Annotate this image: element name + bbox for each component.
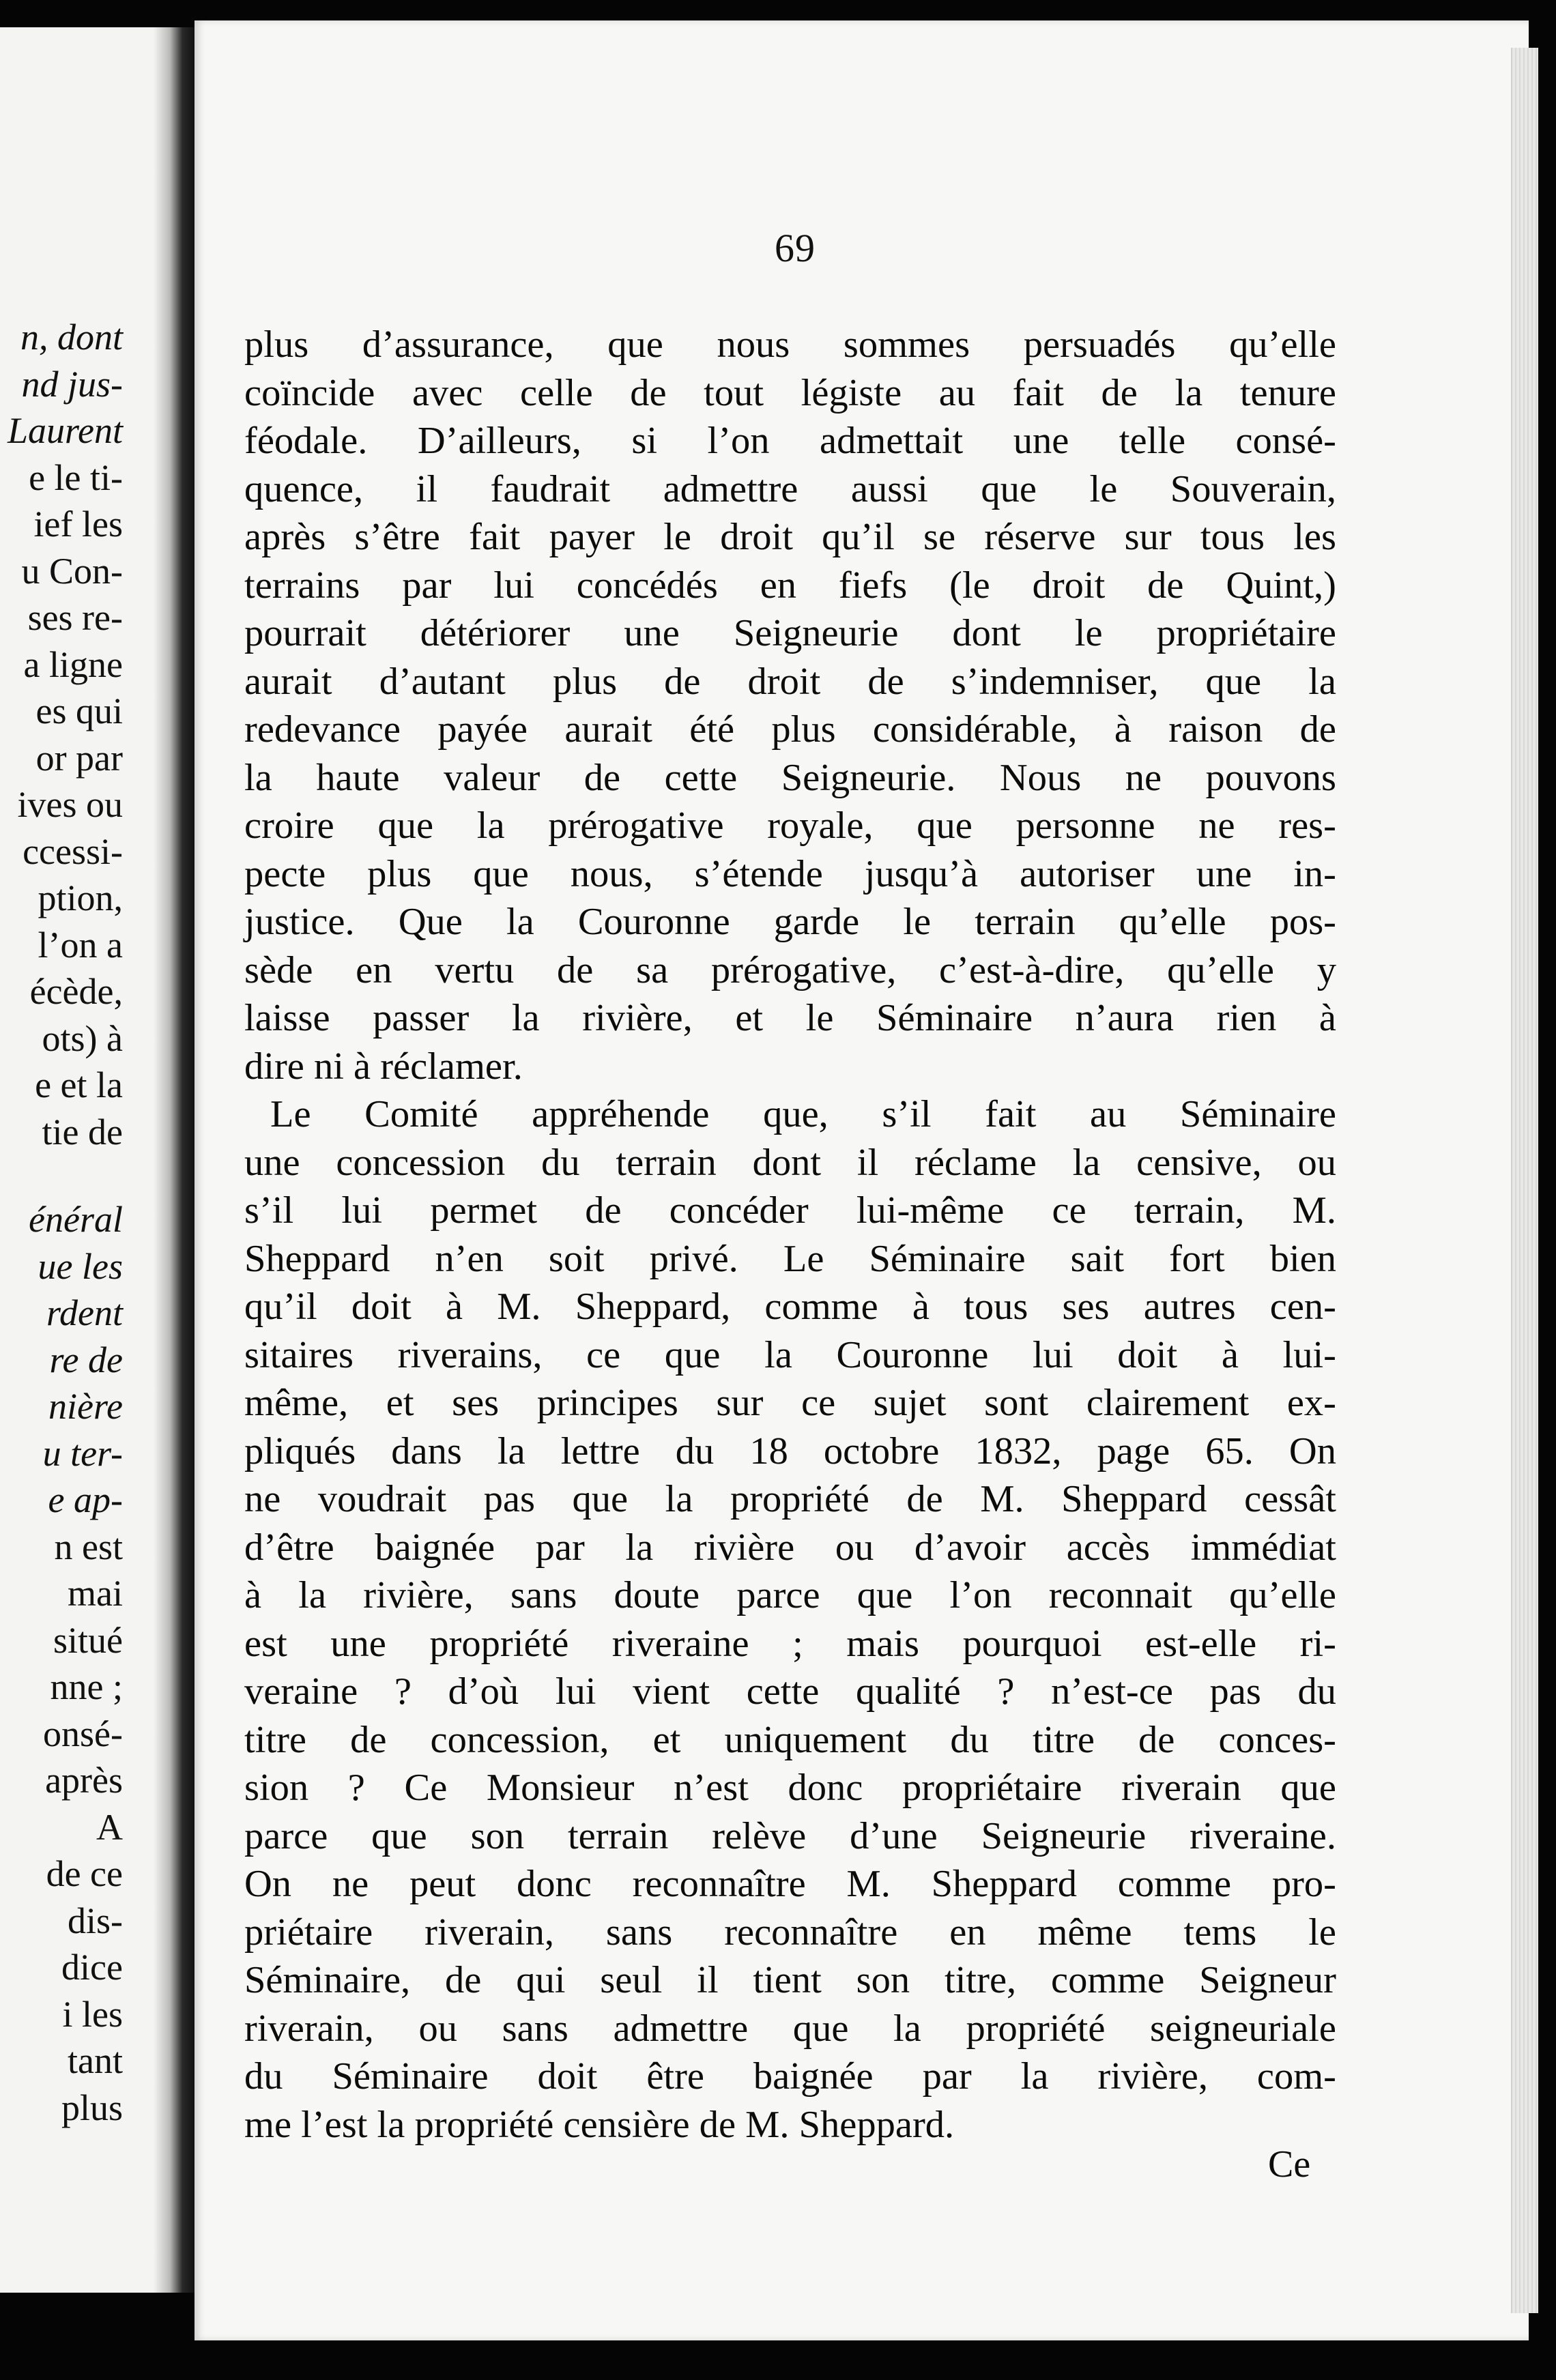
text-line: à la rivière, sans doute parce que l’on reconnait qu’elle [244,1574,1336,1616]
text-line: dire ni à réclamer. [244,1045,523,1088]
text-line: qu’il doit à M. Sheppard, comme à tous ses autres cen- [244,1286,1336,1328]
text-line: d’être baignée par la rivière ou d’avoir accès immédiat [244,1526,1336,1569]
text-line: Le Comité appréhende que, s’il fait au Séminaire [270,1093,1336,1135]
text-line: est une propriété riveraine ; mais pourquoi est-elle ri- [244,1622,1336,1665]
book-gutter [154,27,194,2293]
page-edges [1511,48,1538,2313]
facing-line: u ter- [42,1432,123,1474]
text-line: On ne peut donc reconnaître M. Sheppard comme pro- [244,1863,1336,1905]
text-line: pecte plus que nous, s’étende jusqu’à autoriser une in- [244,852,1336,895]
facing-line: dice [61,1947,123,1988]
text-line: sitaires riverains, ce que la Couronne lui doit à lui- [244,1333,1336,1376]
text-line: me l’est la propriété censière de M. Sheppard. [244,2103,955,2146]
facing-line: u Con- [21,550,123,592]
catchword: Ce [1268,2143,1311,2186]
facing-line: plus [61,2087,123,2128]
facing-line: ption, [38,877,123,918]
facing-line: a ligne [23,643,123,685]
facing-line: ives ou [17,784,123,825]
text-line: la haute valeur de cette Seigneurie. Nous ne pouvons [244,756,1336,799]
facing-line: ots) à [42,1017,123,1059]
text-line: ne voudrait pas que la propriété de M. Sheppard cessât [244,1478,1336,1520]
facing-line: n, dont [20,317,123,358]
facing-line: re de [49,1339,123,1380]
text-line: redevance payée aurait été plus considérable, à raison de [244,708,1336,751]
text-line: du Séminaire doit être baignée par la rivière, com- [244,2055,1336,2098]
text-line: riverain, ou sans admettre que la propriété seigneuriale [244,2007,1336,2050]
text-line: sède en vertu de sa prérogative, c’est-à-dire, qu’elle y [244,948,1336,991]
text-line: féodale. D’ailleurs, si l’on admettait une telle consé- [244,420,1336,462]
text-line: Séminaire, de qui seul il tient son titre, comme Seigneur [244,1959,1336,2001]
text-line: parce que son terrain relève d’une Seigneurie riveraine. [244,1814,1336,1857]
facing-line: ief les [33,504,123,545]
facing-line: rdent [46,1292,123,1333]
facing-line: après [45,1760,123,1801]
text-line: s’il lui permet de concéder lui-même ce terrain, M. [244,1189,1336,1232]
facing-line: e et la [35,1064,123,1105]
facing-line: ses re- [27,597,123,638]
facing-line: Laurent [7,410,123,451]
text-line: Sheppard n’en soit privé. Le Séminaire sait fort bien [244,1237,1336,1280]
facing-line: nd jus- [21,363,123,405]
facing-line: ue les [38,1245,123,1287]
text-line: pliqués dans la lettre du 18 octobre 1832, page 65. On [244,1430,1336,1472]
text-line: titre de concession, et uniquement du titre de conces- [244,1718,1336,1761]
page-body-text [244,321,1336,2149]
facing-line: écède, [29,971,123,1012]
facing-line: de ce [46,1853,123,1894]
text-line: coïncide avec celle de tout légiste au fait de la tenure [244,371,1336,414]
facing-line: onsé- [43,1713,123,1754]
facing-line: n est [54,1526,123,1567]
text-line: une concession du terrain dont il réclame la censive, ou [244,1141,1336,1184]
facing-line: mai [68,1573,123,1614]
text-line: terrains par lui concédés en fiefs (le droit de Quint,) [244,564,1336,607]
text-line: pourrait détériorer une Seigneurie dont le propriétaire [244,612,1336,654]
facing-line: nière [48,1386,123,1427]
text-line: quence, il faudrait admettre aussi que le Souverain, [244,467,1336,510]
text-line: croire que la prérogative royale, que personne ne res- [244,804,1336,847]
page-number: 69 [775,226,816,270]
facing-line: e le ti- [29,456,123,498]
facing-line: dis- [68,1900,123,1941]
text-line: sion ? Ce Monsieur n’est donc propriétaire riverain que [244,1767,1336,1809]
facing-line: nne ; [50,1666,123,1707]
facing-line: ccessi- [23,830,123,872]
facing-line: or par [35,737,123,779]
facing-line: énéral [29,1199,123,1240]
text-line: aurait d’autant plus de droit de s’indemniser, que la [244,660,1336,703]
text-line: priétaire riverain, sans reconnaître en même tems le [244,1911,1336,1954]
facing-line: A [96,1806,123,1848]
facing-line: l’on a [38,924,123,966]
facing-line: es qui [35,691,123,731]
facing-line: tie de [42,1111,123,1152]
text-line: après s’être fait payer le droit qu’il se réserve sur tous les [244,516,1336,558]
facing-line: tant [68,2040,123,2081]
text-line: laisse passer la rivière, et le Séminaire n’aura rien à [244,997,1336,1039]
text-line: veraine ? d’où lui vient cette qualité ? n’est-ce pas du [244,1670,1336,1713]
text-line: même, et ses principes sur ce sujet sont clairement ex- [244,1382,1336,1424]
text-line: justice. Que la Couronne garde le terrain qu’elle pos- [244,901,1336,943]
facing-line: i les [62,1993,123,2035]
facing-line: situé [53,1619,123,1661]
facing-line: e ap- [48,1479,123,1520]
facing-page-text [0,314,123,2131]
text-line: plus d’assurance, que nous sommes persuadés qu’elle [244,323,1336,366]
